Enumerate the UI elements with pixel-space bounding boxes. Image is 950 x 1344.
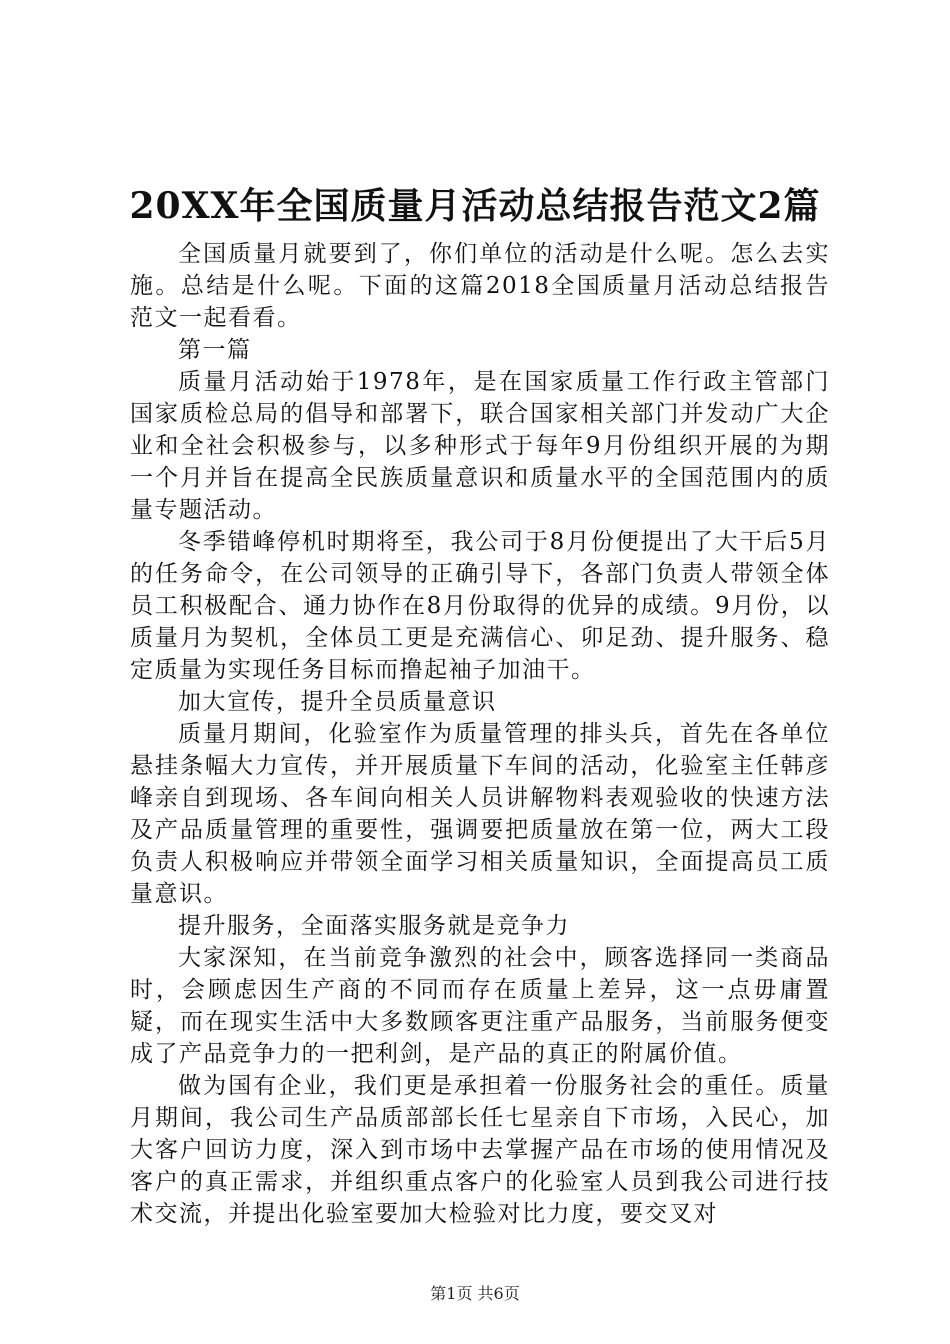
document-body bbox=[130, 238, 830, 1230]
paragraph-publicity: 质量月期间，化验室作为质量管理的排头兵，首先在各单位悬挂条幅大力宣传，并开展质量下车间的活动，化验室主任韩彦峰亲自到现场、各车间向相关人员讲解物料表观验收的快速方法及产品质量管理的重要性，强调要把质量放在第一位，两大工段负责人积极响应并带领全面学习相关质量知识，全面提高员工质量意识。 bbox=[130, 721, 830, 907]
paragraph-state-enterprise: 做为国有企业，我们更是承担着一份服务社会的重任。质量月期间，我公司生产品质部部长任七星亲自下市场，入民心，加大客户回访力度，深入到市场中去掌握产品在市场的使用情况及客户的真正需求，并组织重点客户的化验室人员到我公司进行技术交流，并提出化验室要加大检验对比力度，要交叉对 bbox=[130, 1073, 830, 1227]
section-heading-part-one: 第一篇 bbox=[178, 337, 252, 363]
paragraph-history: 质量月活动始于1978年，是在国家质量工作行政主管部门国家质检总局的倡导和部署下，联合国家相关部门并发动广大企业和全社会积极参与，以多种形式于每年9月份组织开展的为期一个月并旨在提高全民族质量意识和质量水平的全国范围内的质量专题活动。 bbox=[130, 369, 830, 523]
paragraph-winter-tasks: 冬季错峰停机时期将至，我公司于8月份便提出了大干后5月的任务命令，在公司领导的正确引导下，各部门负责人带领全体员工积极配合、通力协作在8月份取得的优异的成绩。9月份，以质量月为契机，全体员工更是充满信心、卯足劲、提升服务、稳定质量为实现任务目标而撸起袖子加油干。 bbox=[130, 529, 830, 683]
document-title: 20XX年全国质量月活动总结报告范文2篇 bbox=[129, 185, 821, 227]
section-heading-service: 提升服务，全面落实服务就是竞争力 bbox=[178, 913, 570, 939]
section-heading-publicity: 加大宣传，提升全员质量意识 bbox=[178, 689, 497, 715]
paragraph-intro: 全国质量月就要到了，你们单位的活动是什么呢。怎么去实施。总结是什么呢。下面的这篇2018全国质量月活动总结报告范文一起看看。 bbox=[130, 241, 830, 331]
page-footer: 第1页 共6页 bbox=[430, 1284, 520, 1303]
paragraph-competition: 大家深知，在当前竞争激烈的社会中，顾客选择同一类商品时，会顾虑因生产商的不同而存在质量上差异，这一点毋庸置疑，而在现实生活中大多数顾客更注重产品服务，当前服务便变成了产品竞争力的一把利剑，是产品的真正的附属价值。 bbox=[130, 945, 830, 1067]
